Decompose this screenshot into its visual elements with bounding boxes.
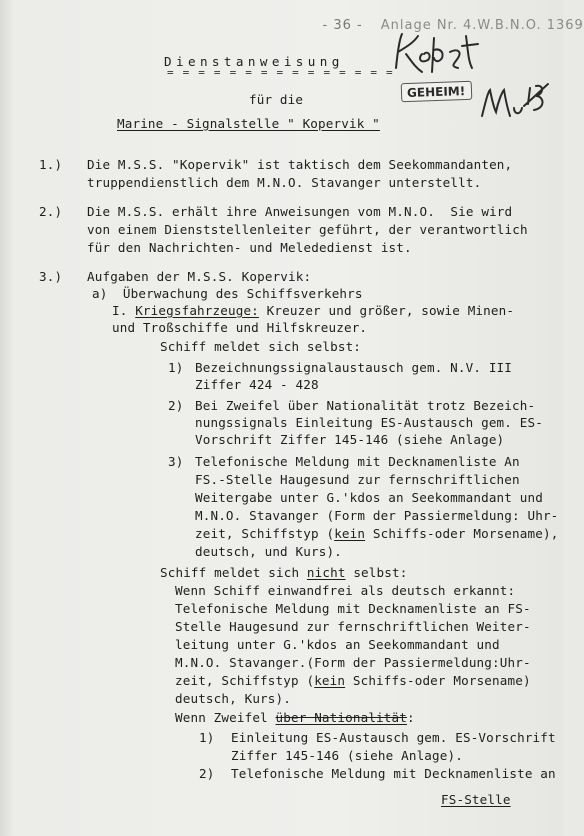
doubt-item-2-line: Telefonische Meldung mit Decknamenliste an	[231, 766, 556, 781]
self-item-3-line: Telefonische Meldung mit Decknamenliste An	[195, 454, 520, 469]
not-self-line: deutsch, Kurs).	[175, 691, 291, 706]
title-for: für die	[249, 92, 304, 107]
classification-stamp: GEHEIM!	[401, 81, 473, 102]
self-item-2-line: Vorschrift Ziffer 145-146 (siehe Anlage)	[195, 432, 505, 447]
self-report-heading: Schiff meldet sich selbst:	[160, 339, 362, 354]
text-span: Wenn Zweifel	[175, 710, 276, 725]
handwritten-initials	[478, 80, 558, 130]
nicht-underlined: nicht	[306, 565, 346, 580]
self-item-3-line: M.N.O. Stavanger (Form der Passiermeldung: Uhr-	[195, 508, 559, 523]
doubt-item-2-number: 2)	[199, 766, 215, 781]
section-3-number: 3.)	[39, 269, 63, 284]
warships-line-2: und Troßschiffe und Hilfskreuzer.	[112, 320, 368, 335]
text-span: zeit, Schiffstyp (	[175, 673, 315, 688]
section-2-line: Die M.S.S. erhält ihre Anweisungen vom M.N.O. Sie wird	[87, 204, 513, 219]
kein-underlined: kein	[314, 673, 346, 688]
text-span: selbst:	[345, 565, 408, 580]
section-1-line: Die M.S.S. "Kopervik" ist taktisch dem Seekommandanten,	[87, 157, 513, 172]
section-1-number: 1.)	[39, 157, 63, 172]
archive-stamp-text: Anlage Nr. 4.W.B.N.O. 1369	[380, 18, 584, 33]
self-item-1-line: Ziffer 424 - 428	[195, 377, 319, 392]
warships-text: Kreuzer und größer, sowie Minen-	[258, 303, 515, 318]
page-mark: - 36 -	[322, 18, 363, 33]
self-item-2-line: nungssignals Einleitung ES-Austausch gem. ES-	[195, 415, 543, 430]
self-item-1-number: 1)	[168, 360, 184, 375]
doubt-item-1-line: Einleitung ES-Austausch gem. ES-Vorschrift	[231, 730, 556, 745]
not-self-report-heading	[160, 566, 407, 580]
not-self-line: Telefonische Meldung mit Decknamenliste an FS-	[175, 601, 531, 616]
doubt-heading	[175, 711, 415, 725]
self-item-3-line: Weitergabe unter G.'kdos an Seekommandant und	[195, 490, 543, 505]
warships-line	[112, 304, 514, 318]
section-3a-heading: a) Überwachung des Schiffsverkehrs	[92, 286, 363, 301]
section-2-line: für den Nachrichten- und Melededienst ist.	[87, 240, 412, 255]
text-span: Schiffs-oder Morsename)	[345, 673, 531, 688]
catchword-footer: FS-Stelle	[441, 792, 511, 807]
title-recipient: Marine - Signalstelle " Kopervik "	[117, 116, 380, 131]
not-self-line: leitung unter G.'kdos an Seekommandant und	[175, 637, 500, 652]
self-item-3-line: FS.-Stelle Haugesund zur fernschriftlichen	[195, 472, 520, 487]
section-1-line: truppendienstlich dem M.N.O. Stavanger unterstellt.	[87, 175, 482, 190]
handwritten-note	[388, 28, 498, 88]
doc-title: Dienstanweisung	[164, 54, 344, 69]
doubt-item-1-number: 1)	[199, 730, 215, 745]
not-self-line: Stelle Haugesund zur fernschriftlichen Weiter-	[175, 619, 531, 634]
struck-text: über Nationalität	[275, 710, 407, 725]
self-item-1-line: Bezeichnungssignalaustausch gem. N.V. III	[195, 360, 513, 375]
kein-underlined: kein	[334, 526, 366, 541]
section-3-heading: Aufgaben der M.S.S. Kopervik:	[87, 269, 312, 284]
self-item-3-line: deutsch, und Kurs).	[195, 544, 342, 559]
doubt-item-1-line: Ziffer 145-146 (siehe Anlage).	[231, 748, 463, 763]
text-span: Schiff meldet sich	[160, 565, 307, 580]
not-self-line	[175, 674, 531, 688]
section-2-number: 2.)	[39, 204, 63, 219]
text-span: zeit, Schiffstyp (	[195, 526, 335, 541]
self-item-3-line	[195, 527, 558, 541]
warships-label: Kriegsfahrzeuge:	[135, 303, 259, 318]
not-self-line: M.N.O. Stavanger.(Form der Passiermeldung:Uhr-	[175, 655, 531, 670]
self-item-2-number: 2)	[168, 398, 184, 413]
section-2-line: von einem Dienststellenleiter geführt, der verantwortlich	[87, 222, 528, 237]
text-span: :	[406, 710, 415, 725]
text-span: Schiffs-oder Morsename),	[365, 526, 559, 541]
not-self-line: Wenn Schiff einwandfrei als deutsch erkannt:	[175, 583, 516, 598]
self-item-2-line: Bei Zweifel über Nationalität trotz Bezeich-	[195, 398, 536, 413]
title-double-underline: = = = = = = = = = = = = = = =	[167, 66, 394, 79]
self-item-3-number: 3)	[168, 454, 184, 469]
warships-roman: I.	[112, 303, 136, 318]
